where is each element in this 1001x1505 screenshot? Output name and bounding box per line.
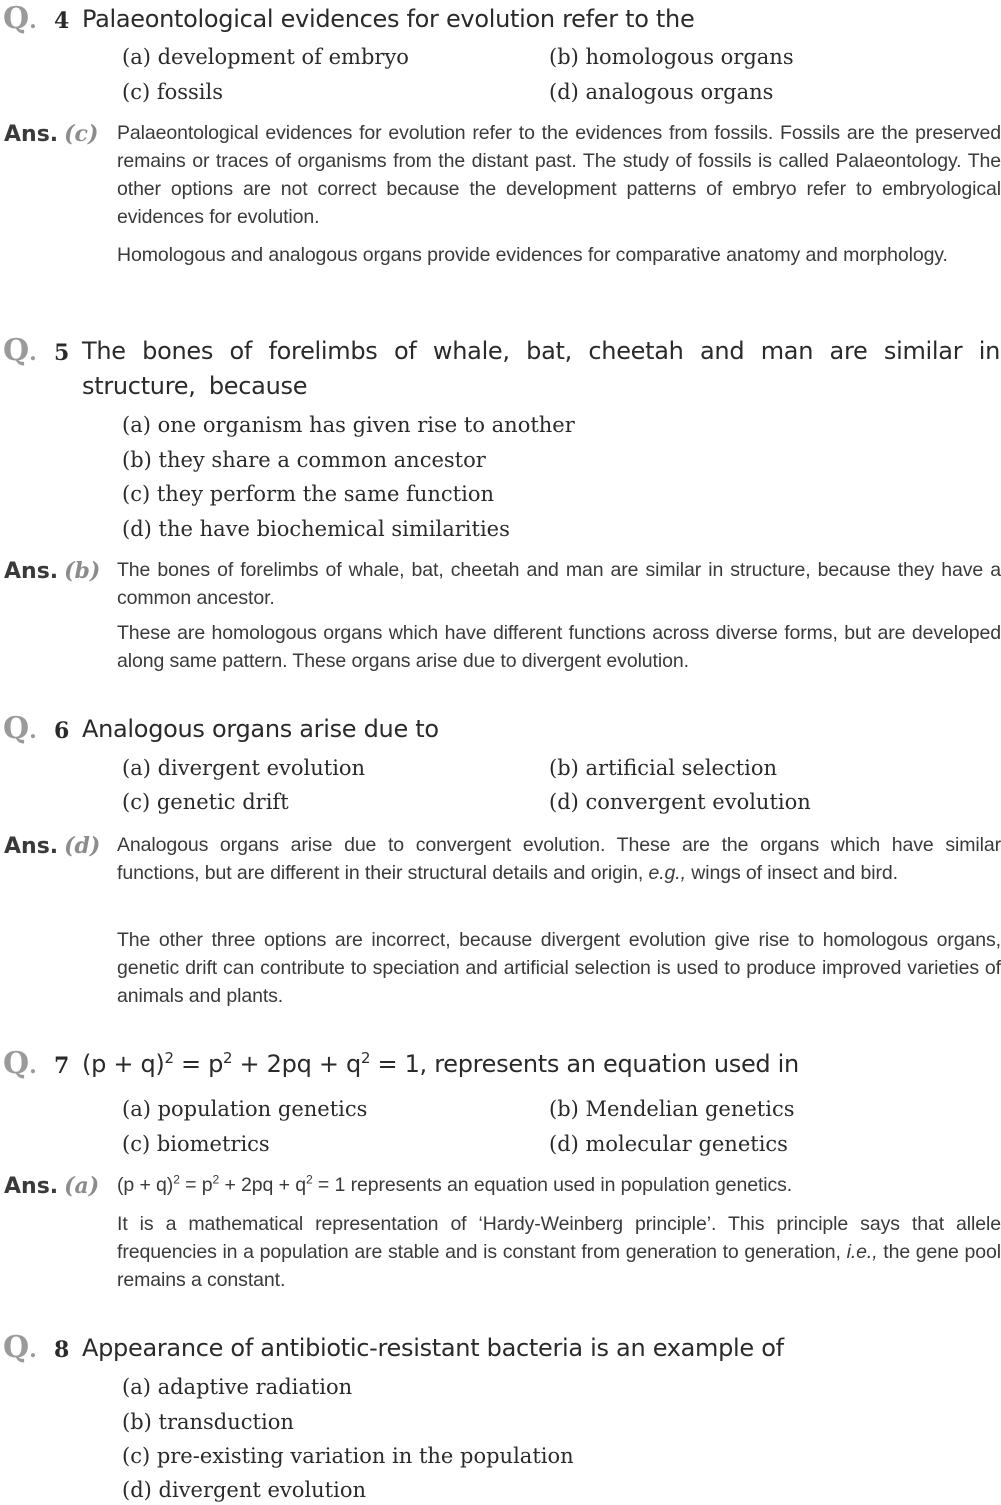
answer-paragraph: Analogous organs arise due to convergent evolution. These are the organs which have similar functions, but are different in their structural details and origin, e.g., wings of insect and bird. [117, 834, 1001, 884]
answer-paragraph: Palaeontological evidences for evolution refer to the evidences from fossils. Fossils are the preserved remains or traces of organisms from the distant past. The study of fossils is called Palaeontology. The other options are not correct because the development patterns of embryo refer to embryological evidences for evolution. [117, 122, 1001, 228]
q-label: Q. [3, 333, 37, 368]
answer-choice: (b) [64, 558, 101, 584]
option-d: (d) convergent evolution [549, 790, 811, 814]
option-b: (b) they share a common ancestor [122, 448, 486, 472]
option-b: (b) homologous organs [549, 45, 794, 69]
question-number: 6 [54, 718, 70, 744]
question-text: Appearance of antibiotic-resistant bacteria is an example of [82, 1334, 784, 1362]
option-c: (c) genetic drift [122, 790, 289, 814]
option-c: (c) they perform the same function [122, 482, 494, 506]
answer-label: Ans. (c) [4, 121, 99, 147]
answer-paragraph: The other three options are incorrect, because divergent evolution give rise to homologous organs, genetic drift can contribute to speciation and artificial selection is used to produce improved varieties of animals and plants. [117, 929, 1001, 1007]
option-d: (d) analogous organs [549, 80, 774, 104]
question-number: 5 [54, 340, 70, 366]
answer-paragraph: The bones of forelimbs of whale, bat, cheetah and man are similar in structure, because they have a common ancestor. [117, 559, 1001, 609]
question-number: 7 [54, 1053, 70, 1079]
q-label: Q. [3, 711, 37, 746]
option-d: (d) molecular genetics [549, 1132, 788, 1156]
option-a: (a) divergent evolution [122, 756, 366, 780]
option-c: (c) pre-existing variation in the population [122, 1444, 574, 1468]
q-label: Q. [3, 1, 37, 36]
question-text: Analogous organs arise due to [82, 715, 439, 743]
answer-paragraph: Homologous and analogous organs provide evidences for comparative anatomy and morphology. [117, 244, 948, 266]
answer-label: Ans. (b) [4, 558, 101, 584]
option-a: (a) population genetics [122, 1097, 368, 1121]
question-text: The bones of forelimbs of whale, bat, cheetah and man are similar in structure, because [82, 337, 1000, 400]
option-d: (d) the have biochemical similarities [122, 517, 510, 541]
answer-label: Ans. (d) [4, 833, 101, 859]
option-d: (d) divergent evolution [122, 1478, 367, 1502]
answer-choice: (a) [64, 1173, 100, 1199]
answer-paragraph: It is a mathematical representation of ‘Hardy-Weinberg principle’. This principle says that allele frequencies in a population are stable and is constant from generation to generation, i.e., the gene pool remains a constant. [117, 1213, 1001, 1291]
option-b: (b) transduction [122, 1410, 294, 1434]
answer-equation: $(p + q)^2 = p^2 + 2pq + q^2 = 1$ represents an equation used in population genetics. [117, 1172, 793, 1196]
q-label: Q. [3, 1330, 37, 1365]
answer-choice: (c) [64, 121, 99, 147]
option-a: (a) one organism has given rise to another [122, 413, 575, 437]
option-c: (c) fossils [122, 80, 224, 104]
option-c: (c) biometrics [122, 1132, 270, 1156]
option-a: (a) adaptive radiation [122, 1375, 353, 1399]
option-b: (b) Mendelian genetics [549, 1097, 795, 1121]
question-text: Palaeontological evidences for evolution refer to the [82, 5, 695, 33]
question-number: 4 [54, 8, 70, 34]
answer-paragraph: These are homologous organs which have different functions across diverse forms, but are developed along same pattern. These organs arise due to divergent evolution. [117, 622, 1001, 672]
q-label: Q. [3, 1046, 37, 1081]
option-a: (a) development of embryo [122, 45, 409, 69]
answer-label: Ans. (a) [4, 1173, 100, 1199]
question-text: $(p + q)^2 = p^2 + 2pq + q^2 = 1$, represents an equation used in [82, 1049, 799, 1078]
answer-choice: (d) [64, 833, 101, 859]
option-b: (b) artificial selection [549, 756, 778, 780]
question-number: 8 [54, 1337, 70, 1363]
